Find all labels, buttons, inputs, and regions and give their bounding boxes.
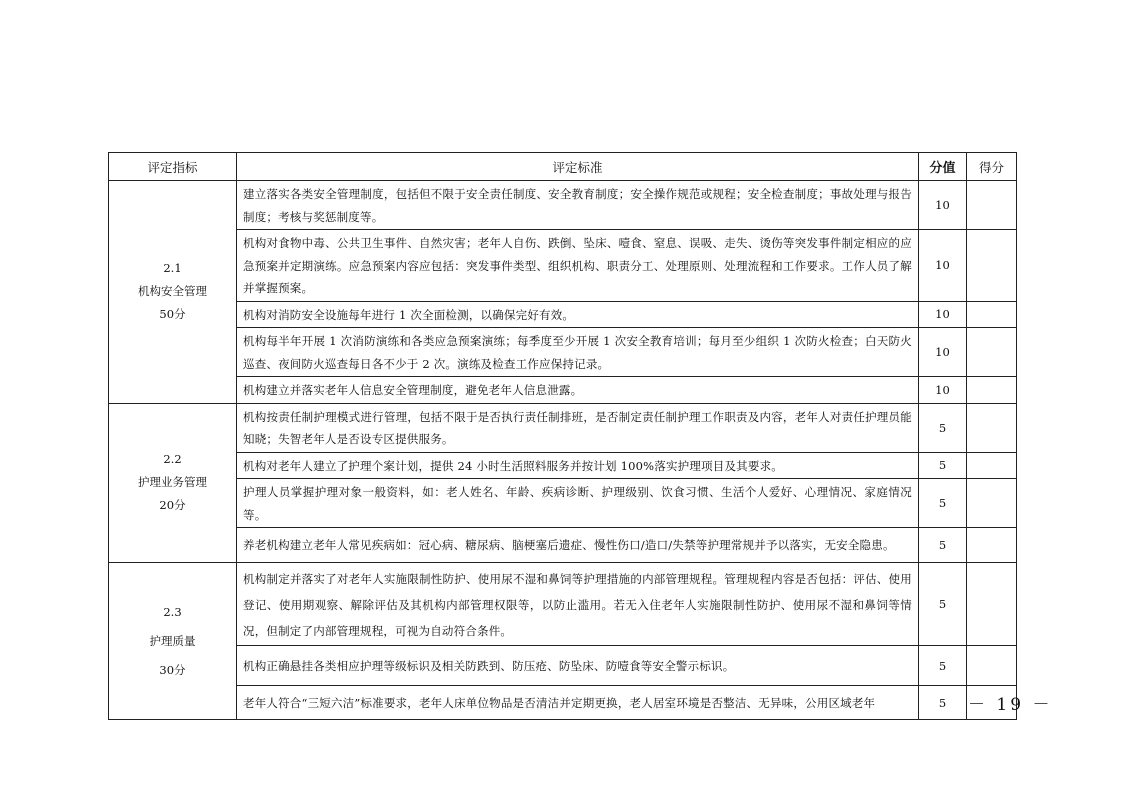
section-points: 20分 xyxy=(159,498,186,513)
section-code: 2.3 xyxy=(163,604,182,619)
header-criteria: 评定标准 xyxy=(237,153,919,181)
score-cell: 10 xyxy=(919,301,967,328)
section-name: 护理质量 xyxy=(149,633,196,648)
section-indicator xyxy=(109,181,237,404)
obtained-cell[interactable] xyxy=(967,479,1017,528)
criteria-cell: 养老机构建立老年人常见疾病如：冠心病、糖尿病、脑梗塞后遗症、慢性伤口/造口/失禁等护理常规并予以落实，无安全隐患。 xyxy=(237,528,919,563)
criteria-cell: 机构每半年开展 1 次消防演练和各类应急预案演练；每季度至少开展 1 次安全教育培训；每月至少组织 1 次防火检查；白天防火巡查、夜间防火巡查每日各不少于 2 次。演练及检查工作应保持记录。 xyxy=(237,328,919,377)
section-points: 50分 xyxy=(159,307,186,322)
obtained-cell[interactable] xyxy=(967,301,1017,328)
obtained-cell[interactable] xyxy=(967,403,1017,452)
table-row xyxy=(109,181,1017,230)
criteria-cell: 机构按责任制护理模式进行管理，包括不限于是否执行责任制排班，是否制定责任制护理工作职责及内容，老年人对责任护理员能知晓；失智老年人是否设专区提供服务。 xyxy=(237,403,919,452)
obtained-cell[interactable] xyxy=(967,230,1017,302)
obtained-cell[interactable] xyxy=(967,181,1017,230)
criteria-cell: 机构对食物中毒、公共卫生事件、自然灾害；老年人自伤、跌倒、坠床、噎食、窒息、误吸、走失、烫伤等突发事件制定相应的应急预案并定期演练。应急预案内容应包括：突发事件类型、组织机构、职责分工、处理原则、处理流程和工作要求。工作人员了解并掌握预案。 xyxy=(237,230,919,302)
section-name: 机构安全管理 xyxy=(138,284,207,299)
table-row xyxy=(109,377,1017,404)
score-cell: 5 xyxy=(919,563,967,646)
table-row xyxy=(109,403,1017,452)
score-cell: 5 xyxy=(919,686,967,720)
header-score: 分值 xyxy=(919,153,967,181)
score-cell: 10 xyxy=(919,181,967,230)
criteria-cell: 机构对老年人建立了护理个案计划，提供 24 小时生活照料服务并按计划 100%落实护理项目及其要求。 xyxy=(237,452,919,479)
criteria-cell: 建立落实各类安全管理制度，包括但不限于安全责任制度、安全教育制度；安全操作规范或规程；安全检查制度；事故处理与报告制度；考核与奖惩制度等。 xyxy=(237,181,919,230)
evaluation-table xyxy=(108,152,1017,720)
table-row xyxy=(109,328,1017,377)
header-row xyxy=(109,153,1017,181)
score-cell: 5 xyxy=(919,646,967,686)
header-indicator: 评定指标 xyxy=(109,153,237,181)
section-code: 2.2 xyxy=(163,452,182,467)
table-row xyxy=(109,479,1017,528)
score-cell: 5 xyxy=(919,528,967,563)
section-code: 2.1 xyxy=(163,261,182,276)
criteria-cell: 机构制定并落实了对老年人实施限制性防护、使用尿不湿和鼻饲等护理措施的内部管理规程。管理规程内容是否包括：评估、使用登记、使用期观察、解除评估及其机构内部管理权限等，以防止滥用。若无入住老年人实施限制性防护、使用尿不湿和鼻饲等情况，但制定了内部管理规程，可视为自动符合条件。 xyxy=(237,563,919,646)
score-cell: 10 xyxy=(919,328,967,377)
obtained-cell[interactable] xyxy=(967,563,1017,646)
table-row xyxy=(109,452,1017,479)
criteria-cell: 护理人员掌握护理对象一般资料，如：老人姓名、年龄、疾病诊断、护理级别、饮食习惯、生活个人爱好、心理情况、家庭情况等。 xyxy=(237,479,919,528)
obtained-cell[interactable] xyxy=(967,528,1017,563)
criteria-cell: 机构建立并落实老年人信息安全管理制度，避免老年人信息泄露。 xyxy=(237,377,919,404)
score-cell: 10 xyxy=(919,230,967,302)
obtained-cell[interactable] xyxy=(967,452,1017,479)
obtained-cell[interactable] xyxy=(967,646,1017,686)
section-name: 护理业务管理 xyxy=(138,475,207,490)
section-indicator xyxy=(109,563,237,720)
obtained-cell[interactable] xyxy=(967,328,1017,377)
score-cell: 5 xyxy=(919,479,967,528)
criteria-cell: 机构正确悬挂各类相应护理等级标识及相关防跌到、防压疮、防坠床、防噎食等安全警示标识。 xyxy=(237,646,919,686)
table-row xyxy=(109,528,1017,563)
page-number: － 19 － xyxy=(968,695,1053,715)
table-row xyxy=(109,563,1017,646)
obtained-cell[interactable] xyxy=(967,377,1017,404)
table-row xyxy=(109,646,1017,686)
table-row xyxy=(109,301,1017,328)
criteria-cell: 老年人符合“三短六洁”标准要求，老年人床单位物品是否清洁并定期更换，老人居室环境是否整洁、无异味，公用区域老年 xyxy=(237,686,919,720)
section-indicator xyxy=(109,403,237,563)
table-row xyxy=(109,230,1017,302)
score-cell: 10 xyxy=(919,377,967,404)
header-obtained: 得分 xyxy=(967,153,1017,181)
score-cell: 5 xyxy=(919,403,967,452)
section-points: 30分 xyxy=(159,662,186,677)
table-row xyxy=(109,686,1017,720)
criteria-cell: 机构对消防安全设施每年进行 1 次全面检测，以确保完好有效。 xyxy=(237,301,919,328)
score-cell: 5 xyxy=(919,452,967,479)
